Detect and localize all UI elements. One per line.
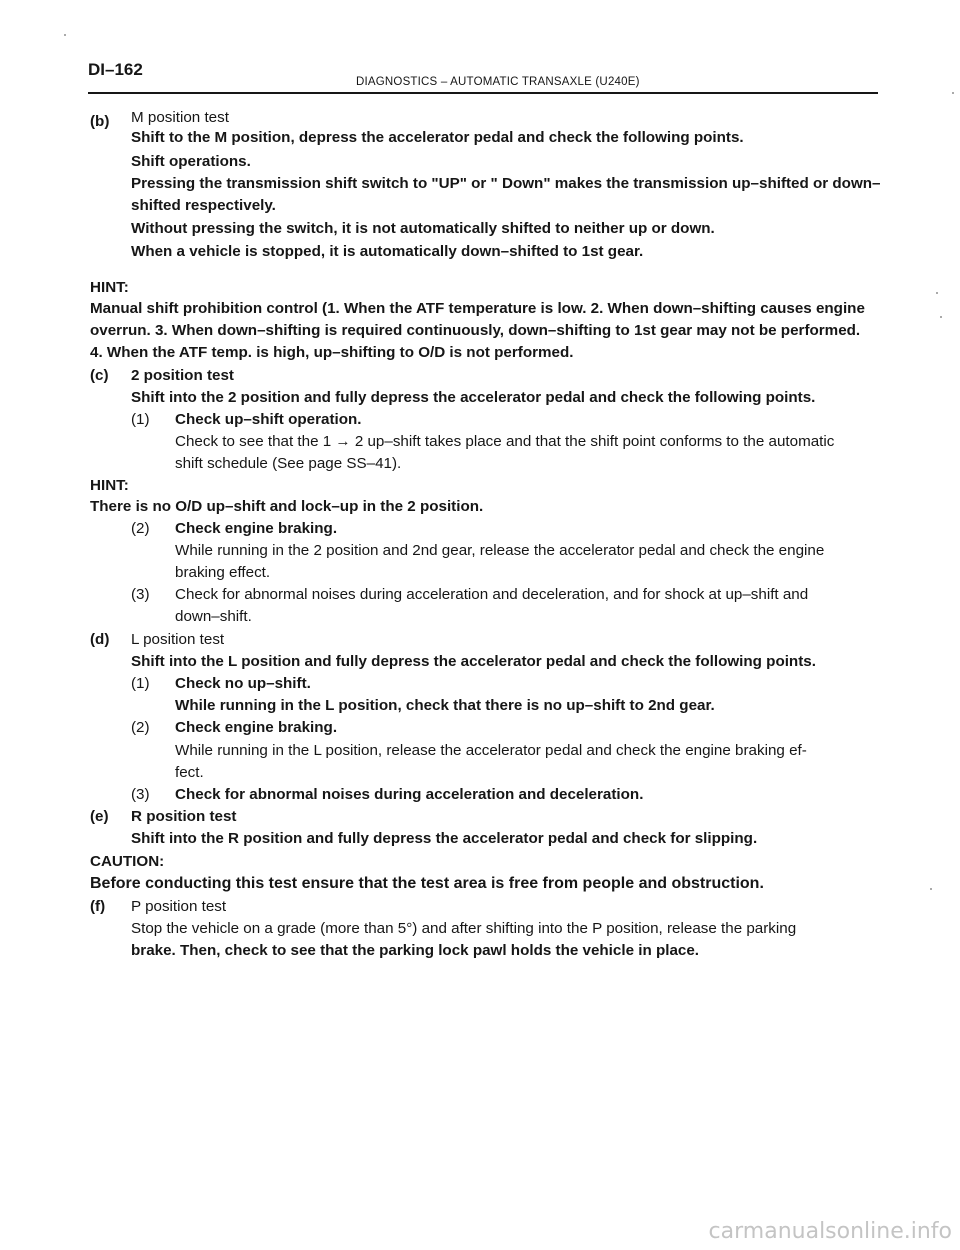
hint-text: Manual shift prohibition control (1. When the ATF temperature is low. 2. When down–shifting causes engine xyxy=(90,300,865,317)
item-text: Check for abnormal noises during acceleration and deceleration. xyxy=(175,786,644,803)
caution-text: Before conducting this test ensure that the test area is free from people and obstruction. xyxy=(90,875,764,892)
watermark: carmanualsonline.info xyxy=(708,1219,952,1244)
item-number: (3) xyxy=(131,586,150,603)
item-text: Check for abnormal noises during acceleration and deceleration, and for shock at up–shift and xyxy=(175,586,809,603)
section-f-text: Stop the vehicle on a grade (more than 5°) and after shifting into the P position, release the parking xyxy=(131,920,797,937)
item-text: down–shift. xyxy=(175,608,252,625)
scan-speck xyxy=(952,92,954,94)
scan-speck xyxy=(940,316,942,318)
item-title: Check no up–shift. xyxy=(175,675,311,692)
item-number: (1) xyxy=(131,411,150,428)
section-b-text: Shift to the M position, depress the accelerator pedal and check the following points. xyxy=(131,129,744,146)
item-text: While running in the L position, release the accelerator pedal and check the engine braking ef- xyxy=(175,742,807,759)
hint-label: HINT: xyxy=(90,477,129,494)
section-b-text: Without pressing the switch, it is not automatically shifted to neither up or down. xyxy=(131,220,715,237)
scan-speck xyxy=(936,292,938,294)
section-e-title: R position test xyxy=(131,808,237,825)
section-b-label: (b) xyxy=(90,113,110,130)
section-e-label: (e) xyxy=(90,808,109,825)
section-c-title: 2 position test xyxy=(131,367,234,384)
section-b-text: shifted respectively. xyxy=(131,197,276,214)
item-text: While running in the 2 position and 2nd gear, release the accelerator pedal and check the engine xyxy=(175,542,825,559)
hint-text: There is no O/D up–shift and lock–up in the 2 position. xyxy=(90,498,484,515)
hint-text: overrun. 3. When down–shifting is required continuously, down–shifting to 1st gear may not be performed. xyxy=(90,322,861,339)
header-rule xyxy=(88,92,878,94)
section-d-title: L position test xyxy=(131,631,225,648)
section-f-label: (f) xyxy=(90,898,106,915)
section-d-label: (d) xyxy=(90,631,110,648)
section-d-text: Shift into the L position and fully depress the accelerator pedal and check the following points. xyxy=(131,653,816,670)
item-text: braking effect. xyxy=(175,564,271,581)
scan-speck xyxy=(64,34,66,36)
scan-speck xyxy=(930,888,932,890)
item-number: (2) xyxy=(131,719,150,736)
section-b-text: When a vehicle is stopped, it is automatically down–shifted to 1st gear. xyxy=(131,243,644,260)
hint-label: HINT: xyxy=(90,279,129,296)
section-f-text: brake. Then, check to see that the parking lock pawl holds the vehicle in place. xyxy=(131,942,700,959)
item-number: (3) xyxy=(131,786,150,803)
section-b-text: Shift operations. xyxy=(131,153,251,170)
hint-text: 4. When the ATF temp. is high, up–shifting to O/D is not performed. xyxy=(90,344,574,361)
item-title: Check up–shift operation. xyxy=(175,411,362,428)
item-number: (1) xyxy=(131,675,150,692)
page-number: DI–162 xyxy=(88,60,143,79)
item-text: While running in the L position, check that there is no up–shift to 2nd gear. xyxy=(175,697,715,714)
caution-label: CAUTION: xyxy=(90,853,165,870)
item-title: Check engine braking. xyxy=(175,719,338,736)
item-title: Check engine braking. xyxy=(175,520,338,537)
running-header: DIAGNOSTICS – AUTOMATIC TRANSAXLE (U240E) xyxy=(356,76,640,88)
item-text: Check to see that the 1 → 2 up–shift takes place and that the shift point conforms to the automatic xyxy=(175,433,835,450)
item-number: (2) xyxy=(131,520,150,537)
section-c-label: (c) xyxy=(90,367,109,384)
item-text: shift schedule (See page SS–41). xyxy=(175,455,402,472)
section-c-text: Shift into the 2 position and fully depress the accelerator pedal and check the following points. xyxy=(131,389,816,406)
section-e-text: Shift into the R position and fully depress the accelerator pedal and check for slipping. xyxy=(131,830,758,847)
section-f-title: P position test xyxy=(131,898,227,915)
section-b-text: Pressing the transmission shift switch to "UP" or " Down" makes the transmission up–shifted or down– xyxy=(131,175,881,192)
item-text: fect. xyxy=(175,764,204,781)
section-b-title: M position test xyxy=(131,109,229,126)
